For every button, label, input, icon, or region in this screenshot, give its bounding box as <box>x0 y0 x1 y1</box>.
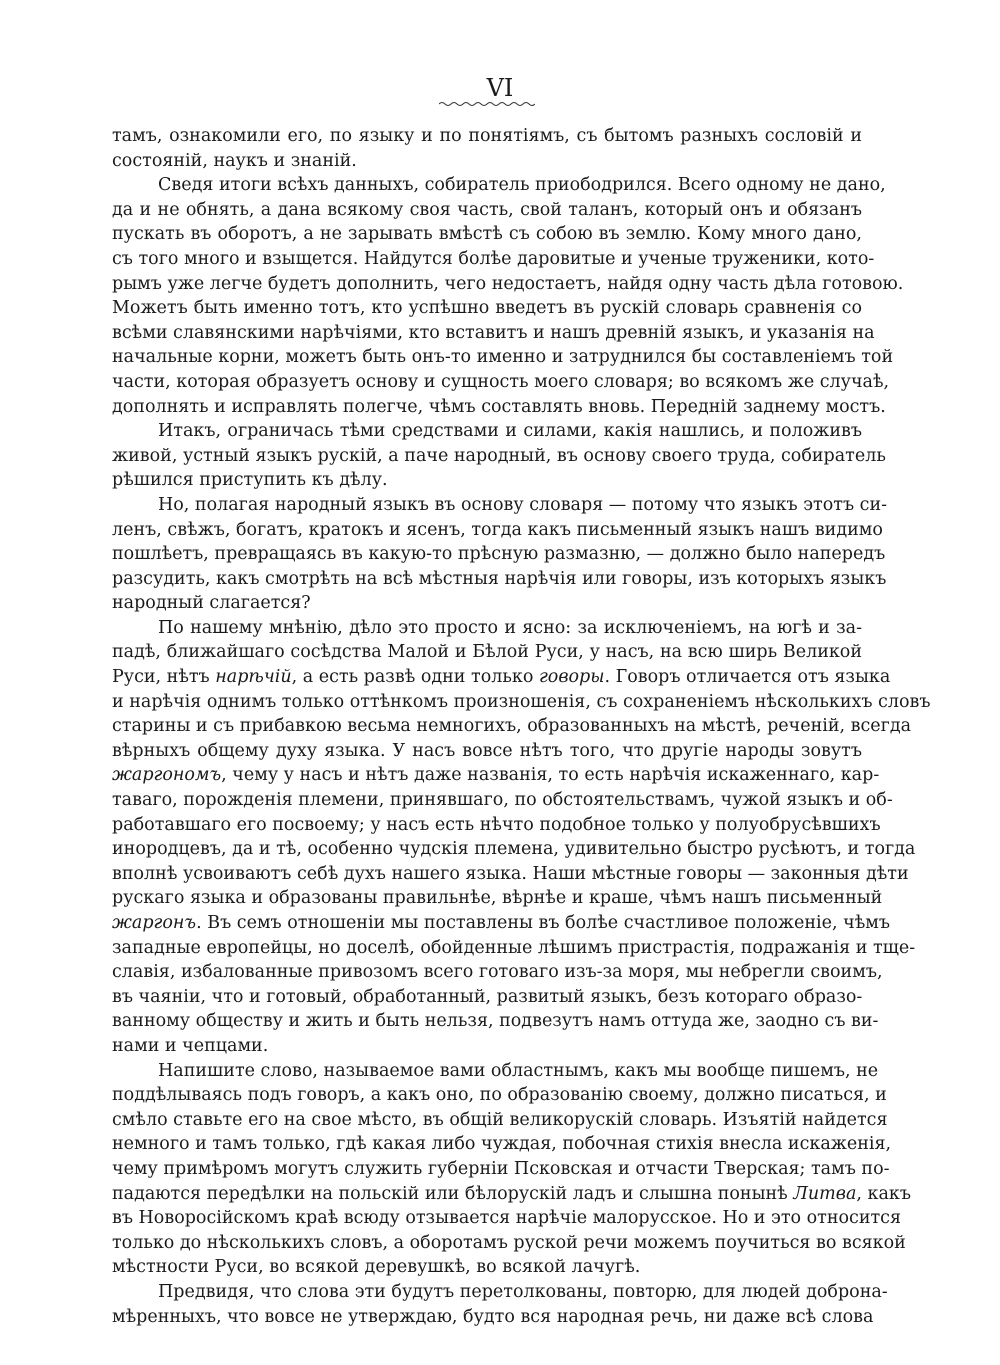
text-line: рѣшился приступить къ дѣлу. <box>112 470 388 491</box>
text-line: чему примѣромъ могутъ служить губерніи Псковская и отчасти Тверская; тамъ по- <box>112 1158 890 1179</box>
text-line: западные европейцы, но доселѣ, обойденные лѣшимъ пристрастія, подражанія и тще- <box>112 937 916 958</box>
text-line: всѣми славянскими нарѣчіями, кто вставитъ и нашъ древній языкъ, и указанія на <box>112 322 875 343</box>
text-line: тамъ, ознакомили его, по языку и по понятіямъ, съ бытомъ разныхъ сословій и <box>112 126 862 146</box>
text-line: вполнѣ усвоиваютъ себѣ духъ нашего языка. Наши мѣстные говоры — законныя дѣти <box>112 863 909 884</box>
text-line: вѣрныхъ общему духу языка. У насъ вовсе нѣтъ того, что другіе народы зовутъ <box>112 740 862 761</box>
text-line: таваго, порожденія племени, принявшаго, по обстоятельствамъ, чужой языкъ и об- <box>112 790 893 811</box>
text-line: работавшаго его посвоему; у насъ есть нѣчто подобное только у полуобрусѣвшихъ <box>112 814 881 835</box>
text-line: пошлѣетъ, превращаясь въ какую-то прѣсную размазню, — должно было напередъ <box>112 544 886 565</box>
text-line: состояній, наукъ и знаній. <box>112 150 357 171</box>
text-line: въ чаяніи, что и готовый, обработанный, развитый языкъ, безъ котораго образо- <box>112 986 863 1007</box>
text-line: падѣ, ближайшаго сосѣдства Малой и Бѣлой Руси, у насъ, на всю ширь Великой <box>112 642 862 663</box>
paragraph <box>112 1280 888 1329</box>
text-line: Но, полагая народный языкъ въ основу словаря — потому что языкъ этотъ си- <box>158 494 888 515</box>
text-line: да и не обнять, а дана всякому своя часть, свой таланъ, который онъ и обязанъ <box>112 199 862 220</box>
text-line: живой, устный языкъ рускій, а паче народный, въ основу своего труда, собиратель <box>112 445 886 466</box>
text-line: въ Новоросійскомъ краѣ всюду отзывается нарѣчіе малорусское. Но и это относится <box>112 1208 902 1229</box>
text-line: рымъ уже легче будетъ дополнить, чего недостаетъ, найдя одну часть дѣла готовою. <box>112 273 904 294</box>
italic-word: жаргонъ <box>112 913 197 933</box>
text-line: дополнять и исправлять полегче, чѣмъ составлять вновь. Передній заднему мостъ. <box>112 396 886 417</box>
italic-word: нарѣчій <box>215 667 292 688</box>
text-line: Напишите слово, называемое вами областнымъ, какъ мы вообще пишемъ, не <box>158 1060 879 1081</box>
body-text <box>112 124 931 1329</box>
paragraph <box>112 124 862 173</box>
text-line: Итакъ, ограничась тѣми средствами и силами, какія нашлись, и положивъ <box>158 421 862 442</box>
text-line: Предвидя, что слова эти будутъ перетолкованы, повторю, для людей доброна- <box>158 1281 888 1302</box>
text-line: начальные корни, можетъ быть онъ-то именно и затруднился бы составленіемъ той <box>112 347 894 368</box>
text-line: народный слагается? <box>112 593 311 614</box>
text-line: Руси, нѣтъ нарѣчій, а есть развѣ одни только говоры. Говоръ отличается отъ языка <box>112 667 891 688</box>
paragraph <box>112 173 904 419</box>
text-line: рускаго языка и образованы правильнѣе, вѣрнѣе и краше, чѣмъ нашъ письменный <box>112 888 883 909</box>
text-line: мѣренныхъ, что вовсе не утверждаю, будто вся народная речь, ни даже всѣ слова <box>112 1306 874 1327</box>
text-line: смѣло ставьте его на свое мѣсто, въ общій великорускій словарь. Изъятій найдется <box>112 1109 888 1130</box>
text-line: падаются передѣлки на польскій или бѣлорускій ладъ и слышна понынѣ Литва, какъ <box>112 1183 911 1204</box>
text-line: По нашему мнѣнію, дѣло это просто и ясно: за исключеніемъ, на югѣ и за- <box>158 617 862 638</box>
italic-word: жаргономъ <box>112 765 222 786</box>
text-line: ванному обществу и жить и быть нельзя, подвезутъ намъ оттуда же, заодно съ ви- <box>112 1011 879 1032</box>
text-line: съ того много и взыщется. Найдутся болѣе даровитые и ученые труженики, кото- <box>112 248 875 269</box>
text-line: поддѣлываясь подъ говоръ, а какъ оно, по образованію своему, должно писаться, и <box>112 1085 887 1106</box>
page-number: VI <box>486 74 514 102</box>
text-line: части, которая образуетъ основу и сущность моего словаря; во всякомъ же случаѣ, <box>112 371 890 392</box>
paragraph <box>112 493 888 616</box>
italic-word: говоры <box>538 667 605 688</box>
wavy-rule-ornament <box>439 100 535 108</box>
text-line: славія, избалованные привозомъ всего готоваго изъ-за моря, мы небрегли своимъ, <box>112 962 883 983</box>
text-line: жаргонъ. Въ семъ отношеніи мы поставлены въ болѣе счастливое положеніе, чѣмъ <box>112 913 890 933</box>
text-line: Можетъ быть именно тотъ, кто успѣшно введетъ въ рускій словарь сравненія со <box>112 298 862 319</box>
text-line: жаргономъ, чему у насъ и нѣтъ даже названія, то есть нарѣчія искаженнаго, кар- <box>112 765 880 786</box>
text-line: и нарѣчія однимъ только оттѣнкомъ произношенія, съ сохраненіемъ нѣсколькихъ словъ <box>112 691 931 712</box>
text-line: инородцевъ, да и тѣ, особенно чудскія племена, удивительно быстро русѣютъ, и тогда <box>112 839 916 860</box>
text-line: Сведя итоги всѣхъ данныхъ, собиратель приободрился. Всего одному не дано, <box>158 175 886 196</box>
text-line: разсудить, какъ смотрѣть на всѣ мѣстныя нарѣчія или говоры, изъ которыхъ языкъ <box>112 568 887 589</box>
text-line: только до нѣсколькихъ словъ, а оборотамъ руской речи можемъ поучиться во всякой <box>112 1232 906 1253</box>
text-line: ленъ, свѣжъ, богатъ, кратокъ и ясенъ, тогда какъ письменный языкъ нашъ видимо <box>112 519 883 540</box>
paragraph <box>112 419 886 493</box>
paragraph <box>112 616 931 1059</box>
italic-word: Литва <box>793 1183 857 1204</box>
text-line: мѣстности Руси, во всякой деревушкѣ, во всякой лачугѣ. <box>112 1257 641 1278</box>
paragraph <box>112 1059 911 1280</box>
text-line: нами и чепцами. <box>112 1035 269 1056</box>
text-line: немного и тамъ только, гдѣ какая либо чуждая, побочная стихія внесла искаженія, <box>112 1134 892 1155</box>
text-line: старины и съ прибавкою весьма немногихъ, образованныхъ на мѣстѣ, реченій, всегда <box>112 716 912 737</box>
text-line: пускать въ оборотъ, а не зарывать вмѣстѣ съ собою въ землю. Кому много дано, <box>112 224 862 245</box>
